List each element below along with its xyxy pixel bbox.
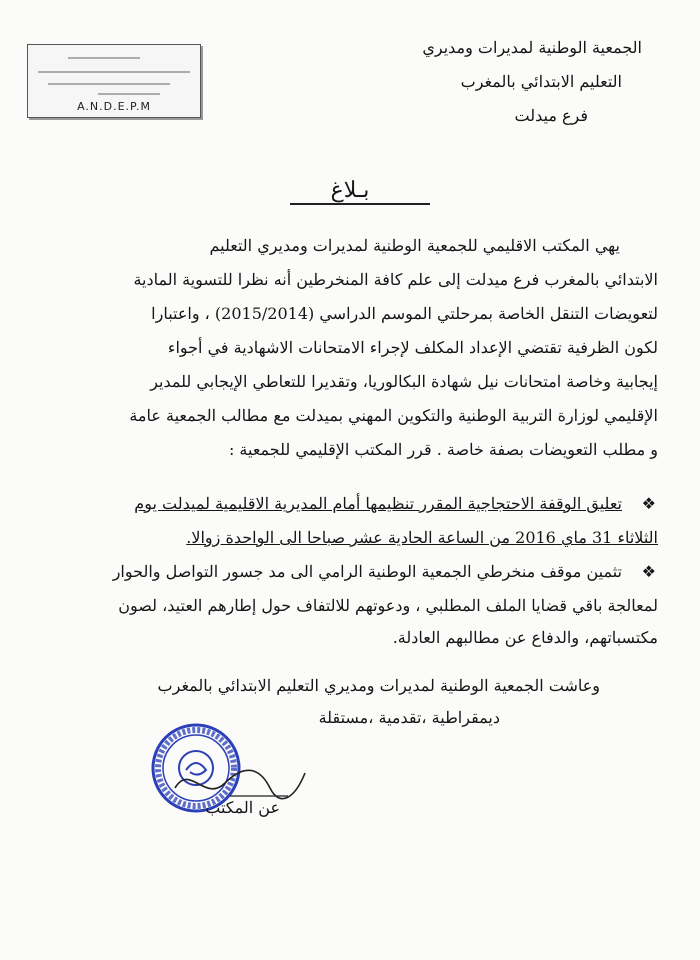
closing-line-1: وعاشت الجمعية الوطنية لمديرات ومديري التعليم الابتدائي بالمغرب xyxy=(157,676,600,695)
closing-line-2: ديمقراطية ،تقدمية ،مستقلة xyxy=(318,708,500,727)
body-line-1: يهي المكتب الاقليمي للجمعية الوطنية لمديرات ومديري التعليم xyxy=(209,236,620,255)
organization-stamp-box xyxy=(27,44,201,118)
document-title: بـلاغ xyxy=(330,178,370,203)
bullet2-line-1: تثمين موقف منخرطي الجمعية الوطنية الرامي الى مد جسور التواصل والحوار xyxy=(112,562,622,581)
bullet-diamond-icon: ❖ xyxy=(641,494,656,513)
header-org-line-1: الجمعية الوطنية لمديرات ومديري xyxy=(422,38,642,57)
title-underline xyxy=(290,203,430,205)
body-line-5: إيجابية وخاصة امتحانات نيل شهادة البكالوريا، وتقديرا للتعاطي الإيجابي للمدير xyxy=(150,372,658,391)
body-line-2: الابتدائي بالمغرب فرع ميدلت إلى علم كافة المنخرطين أنه نظرا للتسوية المادية xyxy=(133,270,658,289)
bullet2-line-3: مكتسباتهم، والدفاع عن مطالبهم العادلة. xyxy=(392,628,658,647)
signature-label: عن المكتب xyxy=(205,798,280,817)
bullet1-line-2: الثلاثاء 31 ماي 2016 من الساعة الحادية عشر صباحا الى الواحدة زوالا. xyxy=(186,528,658,547)
body-line-6: الإقليمي لوزارة التربية الوطنية والتكوين المهني بميدلت مع مطالب الجمعية عامة xyxy=(129,406,658,425)
header-org-line-2: التعليم الابتدائي بالمغرب xyxy=(460,72,622,91)
body-line-3: لتعويضات التنقل الخاصة بمرحلتي الموسم الدراسي (2015/2014) ، واعتبارا xyxy=(151,304,658,323)
header-org-line-3: فرع ميدلت xyxy=(514,106,588,125)
stamp-code: A.N.D.E.P.M xyxy=(77,100,151,113)
bullet2-line-2: لمعالجة باقي قضايا الملف المطلبي ، ودعوتهم للالتفاف حول إطارهم العتيد، لصون xyxy=(118,596,658,615)
body-line-7: و مطلب التعويضات بصفة خاصة . قرر المكتب الإقليمي للجمعية : xyxy=(228,440,658,459)
bullet1-line-1: تعليق الوقفة الاحتجاجية المقرر تنظيمها أمام المديرية الاقليمية لميدلت يوم xyxy=(134,494,622,513)
body-line-4: لكون الظرفية تقتضي الإعداد المكلف لإجراء الامتحانات الاشهادية في أجواء xyxy=(167,338,658,357)
bullet-diamond-icon: ❖ xyxy=(641,562,656,581)
